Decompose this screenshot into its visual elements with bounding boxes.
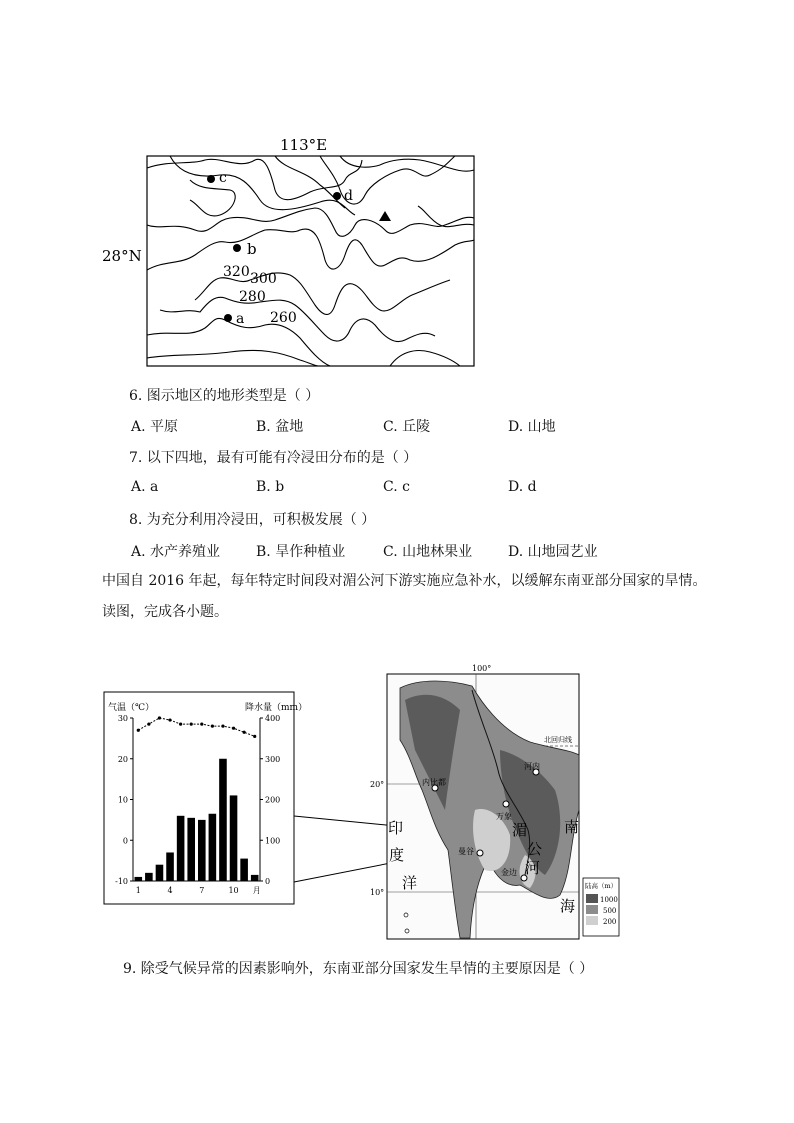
map-longitude-label: 100° <box>472 664 492 673</box>
q6-option-b[interactable]: B. 盆地 <box>256 419 304 435</box>
indian-ocean-label-1: 印 <box>388 819 404 837</box>
q8-option-c[interactable]: C. 山地林果业 <box>383 544 473 560</box>
temp-point <box>168 718 171 721</box>
peak-triangle-icon <box>379 211 391 221</box>
precip-bar <box>219 759 227 881</box>
south-sea-label-2: 海 <box>560 897 576 915</box>
contour-label-320: 320 <box>223 264 250 280</box>
precip-bar <box>230 795 238 881</box>
mekong-map <box>370 664 619 939</box>
q6-option-a[interactable]: A. 平原 <box>131 419 179 435</box>
city-vientiane-marker <box>503 801 509 807</box>
contour-map <box>100 130 490 375</box>
city-bangkok-marker <box>477 850 483 856</box>
legend-title: 陆高（m） <box>585 882 618 890</box>
point-a <box>224 314 232 322</box>
precip-bar <box>240 859 248 881</box>
temp-tick-label: 30 <box>117 714 128 723</box>
island-marker <box>404 913 408 917</box>
river-label-3: 河 <box>525 859 541 877</box>
point-b-label: b <box>247 240 257 258</box>
precip-bar <box>198 820 206 881</box>
temp-point <box>211 725 214 728</box>
temp-tick-label: -10 <box>115 877 128 886</box>
lat-20-label: 20° <box>370 780 385 789</box>
river-label-2: 公 <box>527 840 543 858</box>
precip-axis-title: 降水量（mm） <box>245 703 308 713</box>
question-8: 8. 为充分利用冷浸田，可积极发展（ ） <box>129 512 376 528</box>
river-label-1: 湄 <box>512 821 528 839</box>
precip-bar <box>177 816 185 881</box>
question-9 <box>123 958 593 978</box>
precip-bar <box>135 877 143 881</box>
point-c <box>207 175 215 183</box>
contour-label-280: 280 <box>239 289 266 305</box>
temp-point <box>221 725 224 728</box>
point-a-label: a <box>236 311 245 327</box>
south-sea-label-1: 南 <box>564 818 580 836</box>
legend-swatch-500 <box>586 905 598 914</box>
latitude-label: 28°N <box>102 247 142 265</box>
city-bangkok-label: 曼谷 <box>458 847 474 856</box>
city-naypyidaw-label: 内比都 <box>422 778 446 787</box>
temp-point <box>200 723 203 726</box>
city-phnompenh-label: 金边 <box>501 868 517 877</box>
temp-point <box>137 729 140 732</box>
precip-tick-label: 100 <box>265 836 281 846</box>
point-c-label: c <box>219 170 227 186</box>
island-marker <box>405 929 409 933</box>
precip-bar <box>187 818 195 881</box>
month-tick-label: 10 <box>228 886 239 895</box>
temp-point <box>158 716 161 719</box>
q8-option-b[interactable]: B. 旱作种植业 <box>256 544 346 560</box>
lat-10-label: 10° <box>370 888 385 897</box>
q7-option-c[interactable]: C. c <box>383 479 410 495</box>
passage-line-2: 读图，完成各小题。 <box>102 604 228 620</box>
contour-label-300: 300 <box>250 271 277 287</box>
precip-tick-label: 0 <box>265 877 271 886</box>
contour-lines <box>147 156 474 366</box>
temp-point <box>232 727 235 730</box>
legend-label-1000: 1000 <box>600 896 618 904</box>
month-tick-label: 1 <box>135 886 141 895</box>
legend-label-200: 200 <box>603 918 617 926</box>
indian-ocean-label-2: 度 <box>389 846 405 864</box>
passage-text <box>102 566 707 628</box>
q7-option-a[interactable]: A. a <box>131 479 159 495</box>
q6-option-d[interactable]: D. 山地 <box>508 419 556 435</box>
city-vientiane-label: 万象 <box>496 812 512 821</box>
temp-point <box>179 723 182 726</box>
point-d <box>333 192 341 200</box>
indian-ocean-label-3: 洋 <box>402 874 418 892</box>
city-hanoi-label: 河内 <box>524 762 540 771</box>
point-d-label: d <box>344 188 353 204</box>
question-7: 7. 以下四地，最有可能有冷浸田分布的是（ ） <box>129 450 418 466</box>
legend-swatch-200 <box>586 916 598 925</box>
temp-axis-title: 气温（℃） <box>108 703 155 713</box>
longitude-label: 113°E <box>280 136 328 154</box>
precip-bar <box>166 852 174 881</box>
q8-option-a[interactable]: A. 水产养殖业 <box>131 544 221 560</box>
precip-tick-label: 200 <box>265 795 281 805</box>
legend-swatch-1000 <box>586 894 598 903</box>
precip-bar <box>251 875 259 881</box>
legend-label-500: 500 <box>603 907 617 915</box>
month-tick-label: 4 <box>167 886 173 895</box>
question-9-text: 9. 除受气候异常的因素影响外，东南亚部分国家发生旱情的主要原因是（ ） <box>123 961 594 977</box>
precip-bar <box>156 865 164 881</box>
month-tick-label: 月 <box>252 886 261 895</box>
precip-bar <box>145 873 153 881</box>
temp-point <box>147 723 150 726</box>
q6-option-c[interactable]: C. 丘陵 <box>383 419 431 435</box>
temp-tick-label: 0 <box>122 836 128 846</box>
temp-point <box>243 731 246 734</box>
precip-bar <box>209 814 217 881</box>
tropic-label: 北回归线 <box>544 736 572 744</box>
precip-tick-label: 300 <box>265 754 281 764</box>
q7-option-b[interactable]: B. b <box>256 479 285 495</box>
month-tick-label: 7 <box>199 886 205 895</box>
temp-tick-label: 10 <box>117 795 128 805</box>
temp-point <box>190 723 193 726</box>
q7-option-d[interactable]: D. d <box>508 479 537 495</box>
q8-option-d[interactable]: D. 山地园艺业 <box>508 544 598 560</box>
passage-line-1: 中国自 2016 年起，每年特定时间段对湄公河下游实施应急补水，以缓解东南亚部分国家的旱情。 <box>102 573 707 589</box>
point-b <box>233 244 241 252</box>
temp-tick-label: 20 <box>117 754 128 764</box>
figure-2 <box>100 660 620 945</box>
contour-label-260: 260 <box>270 310 297 326</box>
precip-tick-label: 400 <box>265 714 281 723</box>
question-6: 6. 图示地区的地形类型是（ ） <box>129 388 320 404</box>
temp-point <box>253 735 256 738</box>
